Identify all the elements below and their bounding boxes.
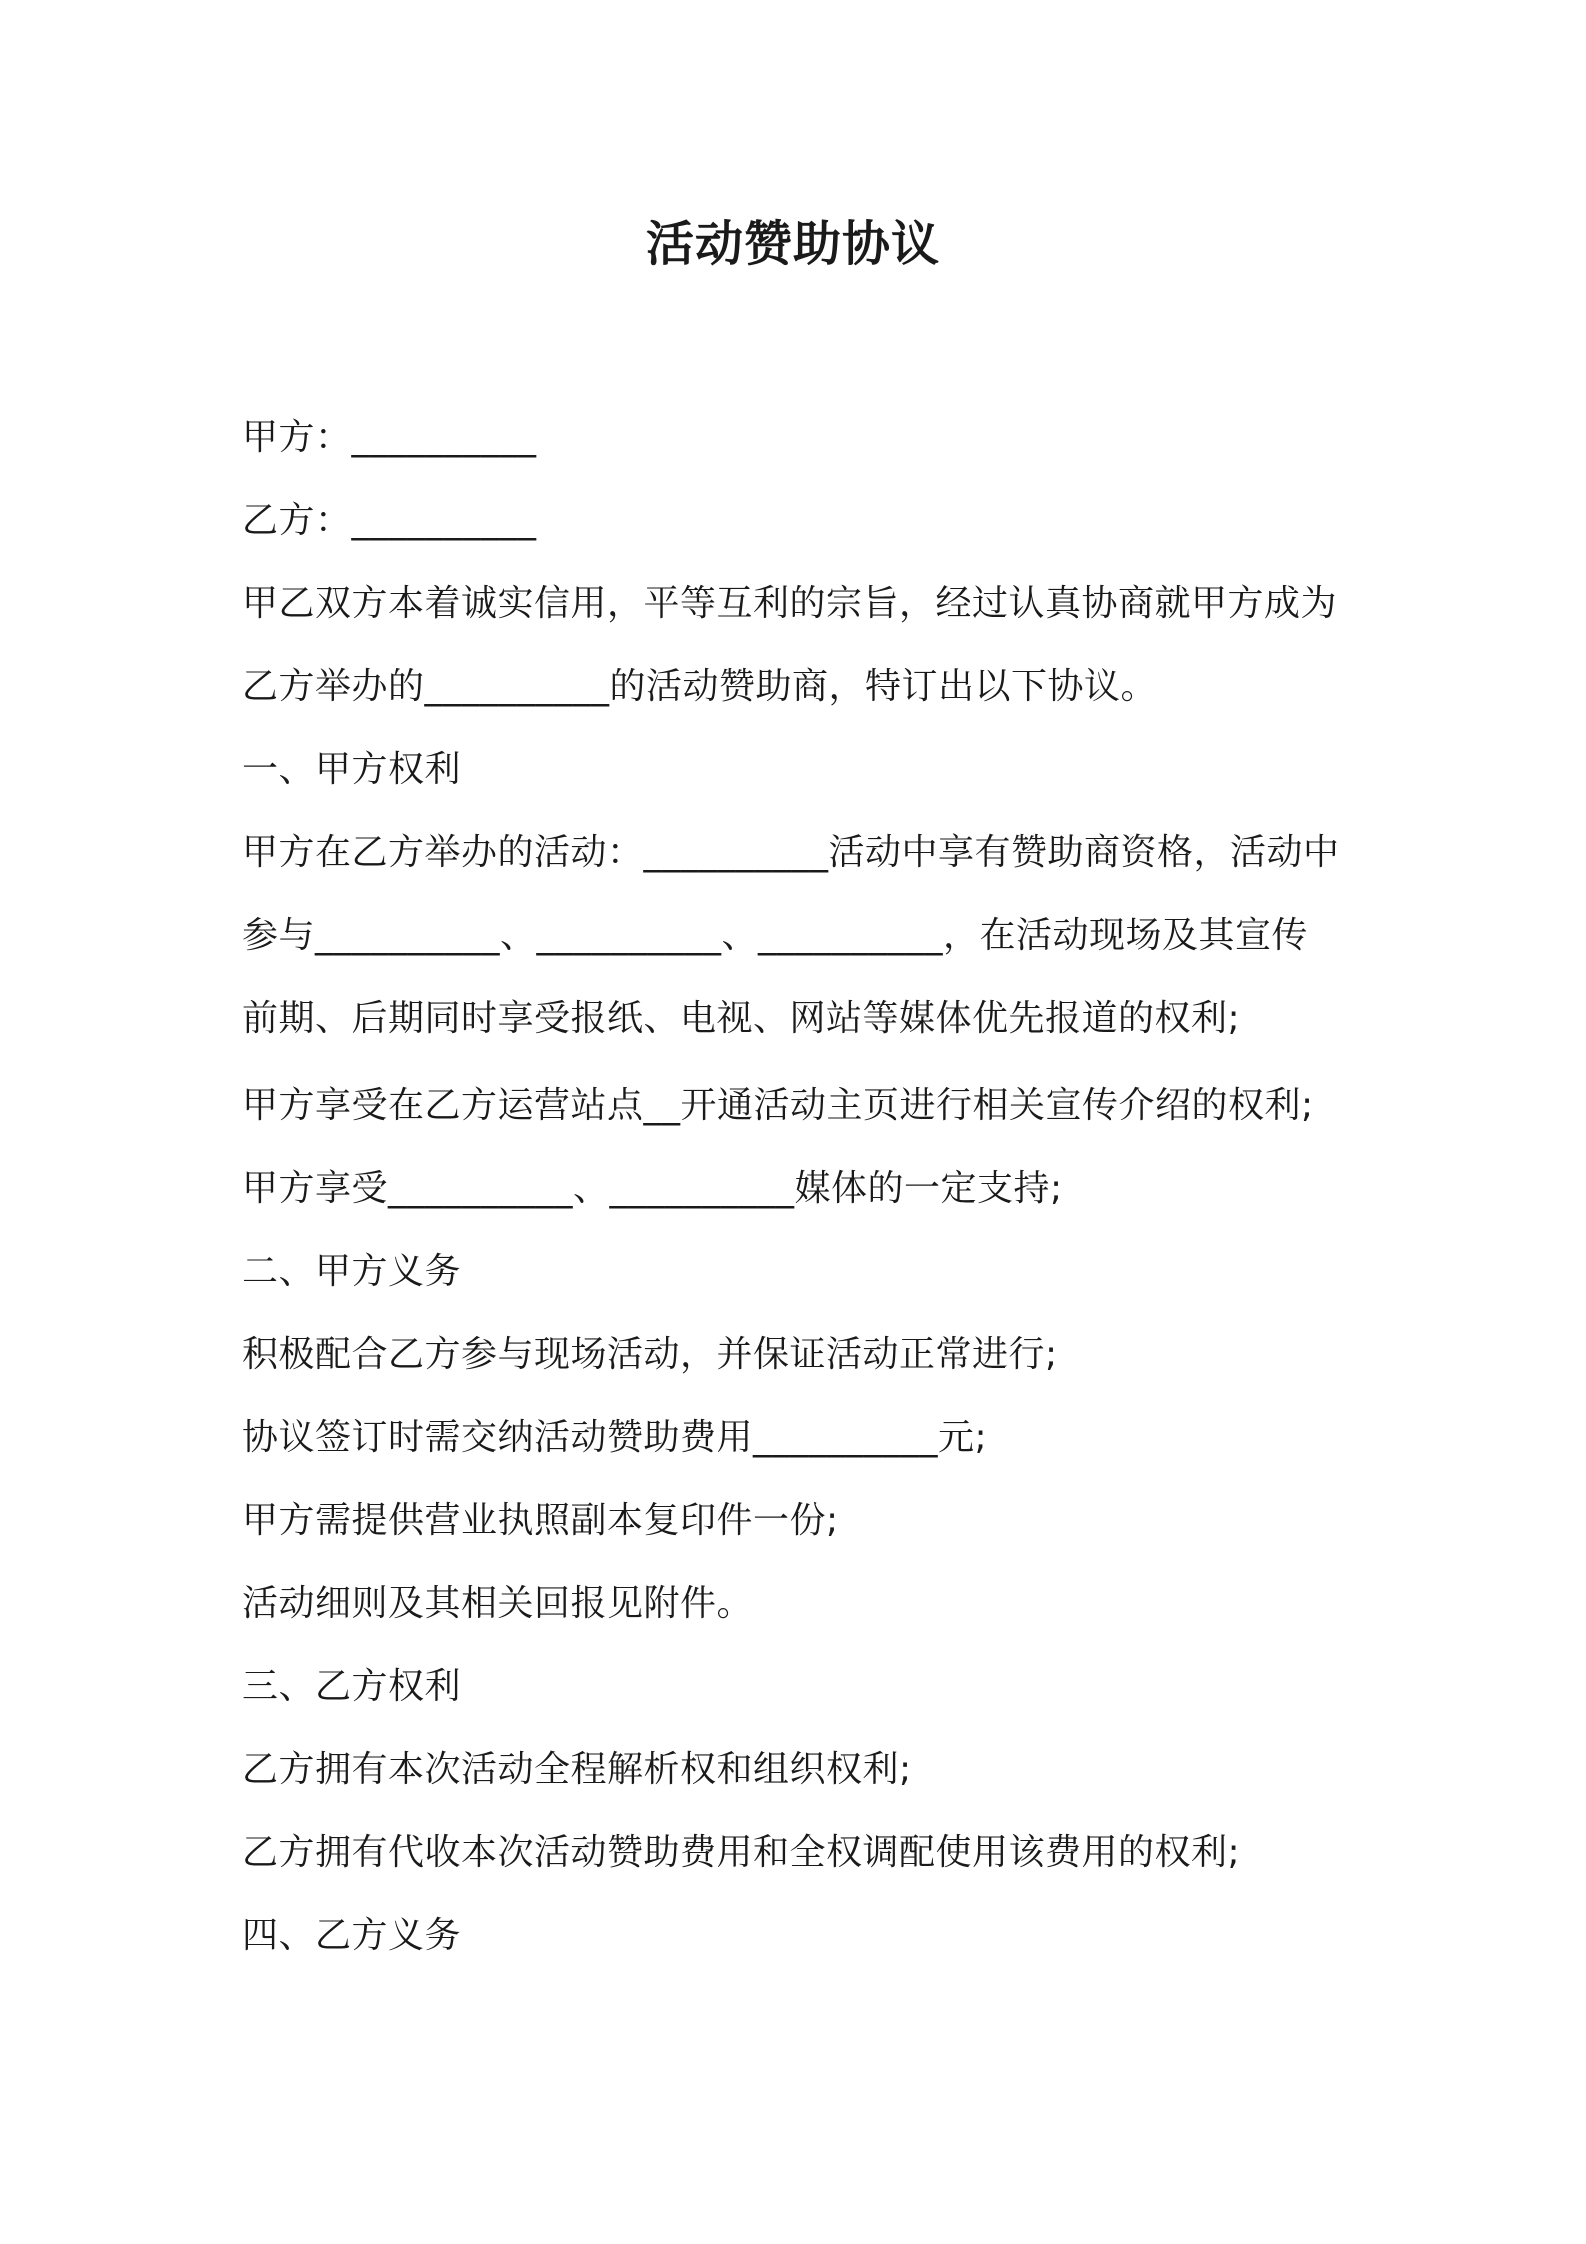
- party-a-obligations-line-2: 协议签订时需交纳活动赞助费用__________元;: [242, 1417, 988, 1458]
- party-a-obligations-line-3: 甲方需提供营业执照副本复印件一份;: [242, 1500, 839, 1541]
- intro-paragraph-line-1: 甲乙双方本着诚实信用，平等互利的宗旨，经过认真协商就甲方成为: [242, 583, 1338, 624]
- party-a-rights-line-5: 甲方享受__________、__________媒体的一定支持;: [242, 1168, 1063, 1209]
- section-heading-party-b-obligations: 四、乙方义务: [242, 1915, 462, 1956]
- party-a-rights-line-4: 甲方享受在乙方运营站点__开通活动主页进行相关宣传介绍的权利;: [242, 1085, 1314, 1126]
- party-a-rights-line-3: 前期、后期同时享受报纸、电视、网站等媒体优先报道的权利;: [242, 998, 1241, 1039]
- section-heading-party-a-obligations: 二、甲方义务: [242, 1251, 462, 1292]
- section-heading-party-a-rights: 一、甲方权利: [242, 749, 462, 790]
- party-a-line: 甲方：__________: [242, 417, 537, 458]
- party-a-rights-line-1: 甲方在乙方举办的活动：__________活动中享有赞助商资格，活动中: [242, 832, 1340, 873]
- intro-paragraph-line-2: 乙方举办的__________的活动赞助商，特订出以下协议。: [242, 666, 1158, 707]
- party-b-rights-line-2: 乙方拥有代收本次活动赞助费用和全权调配使用该费用的权利;: [242, 1832, 1241, 1873]
- party-a-obligations-line-1: 积极配合乙方参与现场活动，并保证活动正常进行;: [242, 1334, 1058, 1375]
- party-a-obligations-line-4: 活动细则及其相关回报见附件。: [242, 1583, 754, 1624]
- party-a-rights-line-2: 参与__________、__________、__________，在活动现场及其宣传: [242, 915, 1309, 956]
- section-heading-party-b-rights: 三、乙方权利: [242, 1666, 462, 1707]
- party-b-rights-line-1: 乙方拥有本次活动全程解析权和组织权利;: [242, 1749, 912, 1790]
- document-title: 活动赞助协议: [645, 216, 940, 272]
- party-b-line: 乙方：__________: [242, 500, 537, 541]
